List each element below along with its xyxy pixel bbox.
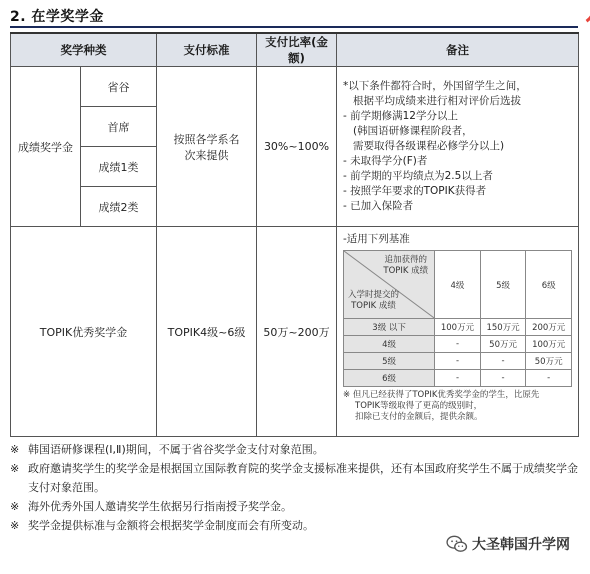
remark-line: - 前学期的平均绩点为2.5以上者 — [343, 170, 493, 182]
inner-cell: 100万元 — [435, 319, 481, 336]
table-row — [11, 67, 579, 107]
diag-text: TOPIK 成绩 — [383, 266, 429, 276]
academic-level: 成绩1类 — [81, 147, 157, 187]
academic-standard-line: 按照各学系名 — [173, 132, 240, 146]
inner-col-header: 5级 — [480, 251, 526, 319]
academic-level: 首席 — [81, 107, 157, 147]
apply-criteria-title: -适用下列基准 — [343, 233, 410, 245]
inner-col-header: 4级 — [435, 251, 481, 319]
remark-line: 根据平均成绩来进行相对评价后选拔 — [353, 95, 521, 107]
wechat-icon — [446, 535, 468, 553]
footnote-item — [10, 440, 582, 459]
corner-decoration — [553, 0, 590, 29]
remark-line: - 未取得学分(F)者 — [343, 155, 428, 167]
inner-row-label: 5级 — [344, 353, 435, 370]
footnote-text: 海外优秀外国人邀请奖学生依据另行指南授予奖学金。 — [28, 500, 292, 513]
footnote-text: 韩国语研修课程(Ⅰ,Ⅱ)期间，不属于省谷奖学金支付对象范围。 — [28, 443, 324, 456]
inner-row — [344, 319, 572, 336]
header-rate: 支付比率(金额) — [257, 33, 337, 67]
academic-standard — [157, 67, 257, 227]
topik-remarks — [337, 227, 579, 437]
watermark — [446, 534, 570, 554]
inner-cell: - — [480, 353, 526, 370]
footnote-mark: ※ — [10, 443, 20, 456]
remark-line: - 按照学年要求的TOPIK获得者 — [343, 185, 487, 197]
inner-row — [344, 370, 572, 387]
topik-standard: TOPIK4级~6级 — [157, 227, 257, 437]
scholarship-table — [10, 32, 579, 437]
topik-criteria-table — [343, 250, 572, 387]
diag-entry-score — [348, 290, 399, 312]
academic-remarks — [337, 67, 579, 227]
inner-row-label: 6级 — [344, 370, 435, 387]
inner-cell: 50万元 — [480, 336, 526, 353]
diagonal-header-cell — [344, 251, 435, 319]
remark-line: *以下条件都符合时，外国留学生之间， — [343, 80, 527, 92]
footnote-mark: ※ — [10, 462, 20, 475]
academic-category: 成绩奖学金 — [11, 67, 81, 227]
academic-level: 成绩2类 — [81, 187, 157, 227]
header-remarks: 备注 — [337, 33, 579, 67]
inner-cell: 150万元 — [480, 319, 526, 336]
diag-text: 追加获得的 — [384, 255, 428, 265]
inner-cell: - — [526, 370, 572, 387]
topik-rate: 50万~200万 — [257, 227, 337, 437]
footnote-mark: ※ — [10, 500, 20, 513]
academic-level: 省谷 — [81, 67, 157, 107]
inner-cell: - — [435, 336, 481, 353]
table-header-row — [11, 33, 579, 67]
topik-note-line: ※ 但凡已经获得了TOPIK优秀奖学金的学生，比原先 — [343, 390, 540, 400]
inner-cell: - — [435, 353, 481, 370]
topik-note-line: TOPIK等级取得了更高的级别时， — [355, 401, 483, 411]
footnote-mark: ※ — [10, 519, 20, 532]
inner-header-row — [344, 251, 572, 319]
diag-added-score — [383, 255, 428, 277]
table-row — [11, 227, 579, 437]
diag-text: 入学时提交的 — [348, 290, 400, 300]
inner-cell: 50万元 — [526, 353, 572, 370]
footnote-item — [10, 497, 582, 516]
inner-cell: 200万元 — [526, 319, 572, 336]
inner-row — [344, 336, 572, 353]
inner-col-header: 6级 — [526, 251, 572, 319]
inner-row-label: 3级 以下 — [344, 319, 435, 336]
inner-row — [344, 353, 572, 370]
remark-line: - 已加入保险者 — [343, 200, 414, 212]
footnote-item — [10, 516, 582, 535]
footnote-text: 奖学金提供标准与金额将会根据奖学金制度而会有所变动。 — [28, 519, 314, 532]
academic-rate: 30%~100% — [257, 67, 337, 227]
page-title: 2. 在学奖学金 — [10, 9, 104, 25]
inner-cell: - — [435, 370, 481, 387]
topik-category: TOPIK优秀奖学金 — [11, 227, 157, 437]
footnote-item — [10, 459, 582, 497]
remark-line: (韩国语研修课程阶段者， — [353, 125, 473, 137]
inner-row-label: 4级 — [344, 336, 435, 353]
header-type: 奖学种类 — [11, 33, 157, 67]
inner-cell: 100万元 — [526, 336, 572, 353]
academic-standard-line: 次来提供 — [184, 148, 229, 162]
header-standard: 支付标准 — [157, 33, 257, 67]
watermark-text: 大圣韩国升学网 — [472, 537, 570, 553]
remark-line: 需要取得各级课程必修学分以上) — [353, 140, 505, 152]
topik-note-line: 扣除已支付的金额后，提供余额。 — [355, 412, 483, 422]
inner-cell: - — [480, 370, 526, 387]
topik-notes — [343, 390, 572, 423]
title-underline — [10, 26, 578, 28]
diag-text: TOPIK 成绩 — [351, 301, 396, 311]
remark-line: - 前学期修满12学分以上 — [343, 110, 458, 122]
footnote-text: 政府邀请奖学生的奖学金是根据国立国际教育院的奖学金支援标准来提供，还有本国政府奖学生不属于成绩奖学金支付对象范围。 — [28, 462, 578, 494]
footnotes — [10, 440, 582, 535]
